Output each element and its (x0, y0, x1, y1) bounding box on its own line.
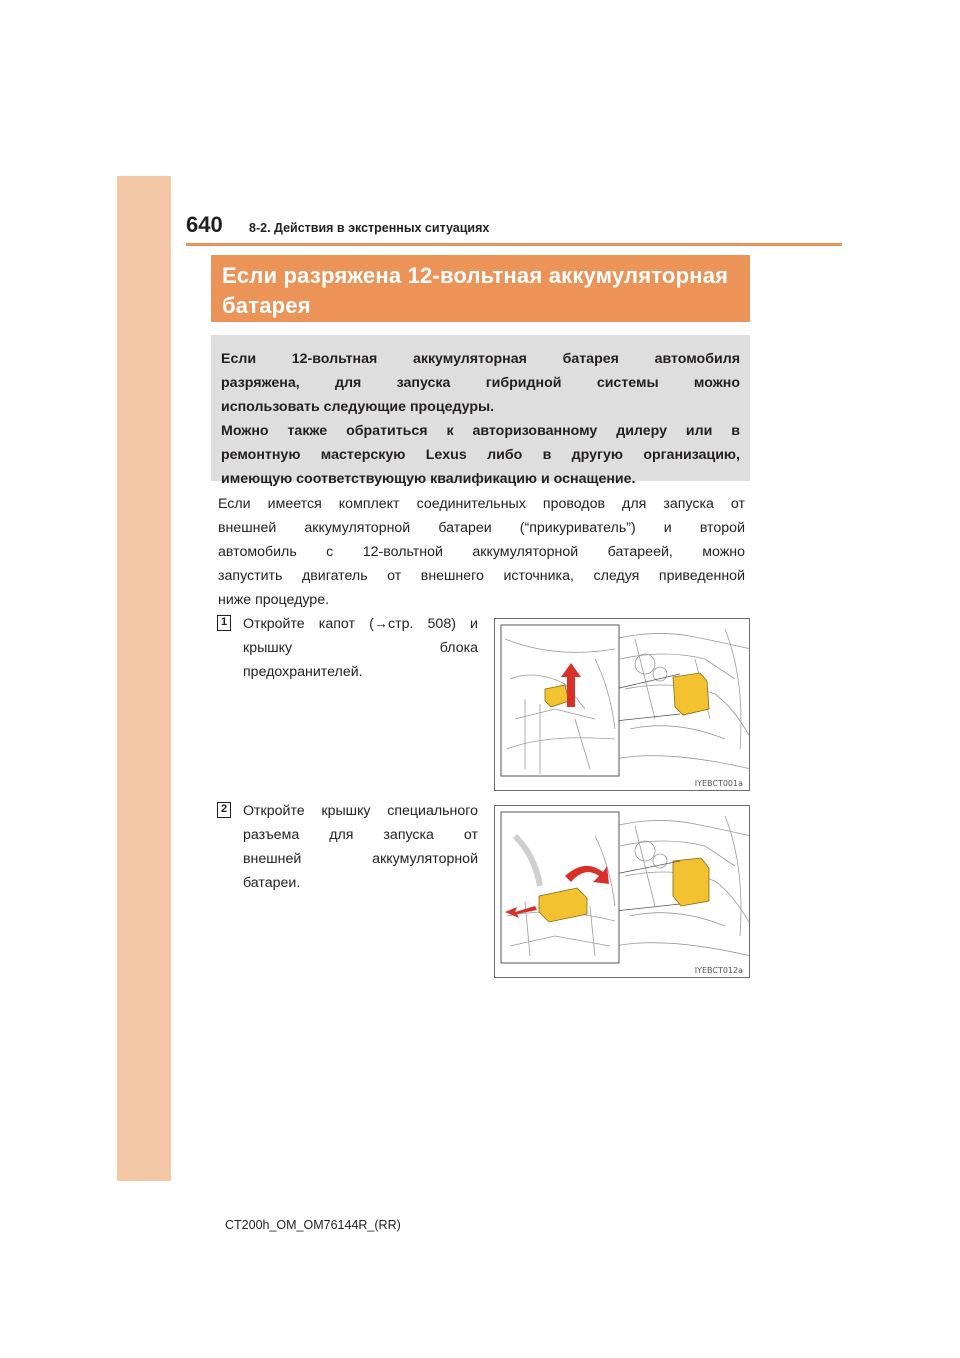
document-footer: CT200h_OM_OM76144R_(RR) (225, 1218, 401, 1232)
step-line: батареи. (243, 875, 301, 891)
body-line: ниже процедуре. (218, 592, 330, 608)
step-1-badge: 1 (217, 615, 231, 631)
section-title-bar (211, 255, 750, 322)
chapter-side-tab (117, 176, 171, 1181)
body-line: Если имеется комплект соединительных проводов для запуска от (218, 496, 745, 512)
step-2-badge: 2 (217, 802, 231, 818)
header-divider (186, 243, 842, 246)
intro-line: Если 12-вольтная аккумуляторная батарея автомобиля (221, 351, 740, 367)
body-line: запустить двигатель от внешнего источника, следуя приведенной (218, 568, 745, 584)
intro-line: разряжена, для запуска гибридной системы можно (221, 375, 740, 391)
section-title-line-2: батарея (222, 293, 311, 318)
step-1-figure (494, 618, 750, 791)
intro-line: ремонтную мастерскую Lexus либо в другую организацию, (221, 447, 740, 463)
step-line: внешней аккумуляторной (243, 851, 478, 867)
jump-start-terminal-cover-illustration (495, 806, 750, 978)
step-line: Откройте капот (→стр. 508) и (243, 616, 478, 632)
page-number: 640 (186, 212, 223, 237)
intro-line: Можно также обратиться к авторизованному дилеру или в (221, 423, 740, 439)
step-line: предохранителей. (243, 664, 363, 680)
intro-line: имеющую соответствующую квалификацию и оснащение. (221, 471, 636, 487)
step-2-figure (494, 805, 750, 978)
step-line: разъема для запуска от (243, 827, 478, 843)
step-2-text (243, 799, 478, 895)
figure-code: IYEBCT012a (694, 966, 743, 975)
step-line: крышку блока (243, 640, 478, 656)
step-line: Откройте крышку специального (243, 803, 478, 819)
section-reference: 8-2. Действия в экстренных ситуациях (249, 221, 490, 235)
intro-box (211, 335, 750, 487)
body-line: внешней аккумуляторной батареи (“прикуриватель”) и второй (218, 520, 745, 536)
step-1-text (243, 612, 478, 684)
section-title-line-1: Если разряжена 12-вольтная аккумуляторная (222, 263, 729, 288)
body-paragraph (218, 492, 745, 612)
hood-fuse-box-cover-illustration (495, 619, 750, 791)
body-line: автомобиль с 12-вольтной аккумуляторной батареей, можно (218, 544, 745, 560)
intro-line: использовать следующие процедуры. (221, 399, 495, 415)
figure-code: IYEBCT001a (694, 779, 743, 788)
